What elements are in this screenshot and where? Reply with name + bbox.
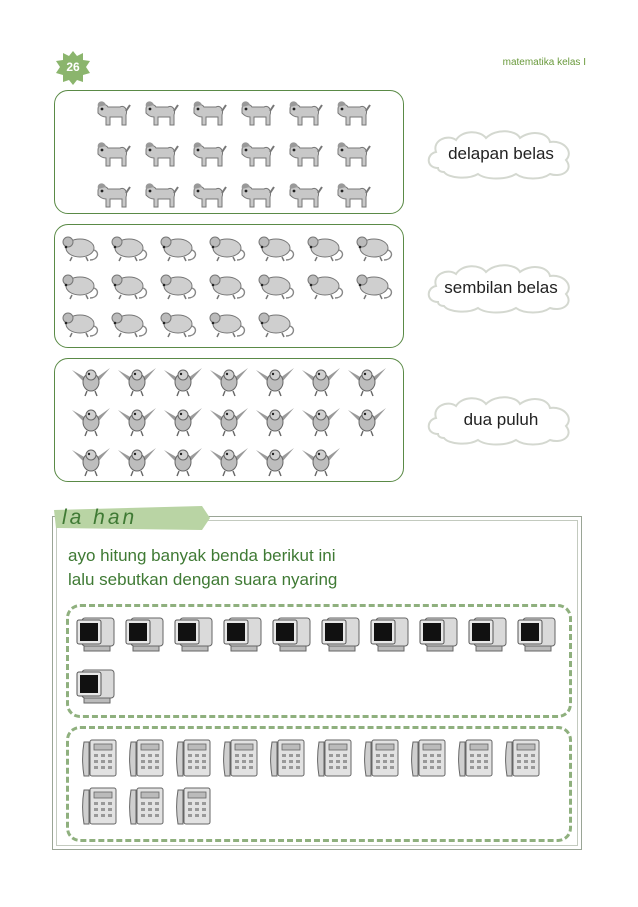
dog-icon — [186, 136, 228, 172]
telephone-icon — [174, 736, 214, 780]
dog-icon — [90, 177, 132, 213]
mouse-icon — [303, 266, 345, 302]
dog-icon — [90, 136, 132, 172]
monitor-icon — [515, 614, 559, 654]
telephone-icon — [80, 736, 120, 780]
telephone-icon — [221, 736, 261, 780]
monitor-icon — [319, 614, 363, 654]
monitor-icon — [172, 614, 216, 654]
dog-icon — [186, 95, 228, 131]
mouse-icon — [254, 304, 296, 340]
bird-icon — [346, 402, 388, 438]
mouse-icon — [303, 228, 345, 264]
monitor-icon — [417, 614, 461, 654]
dog-icon — [186, 177, 228, 213]
bird-icon — [208, 402, 250, 438]
bird-icon — [116, 362, 158, 398]
bird-icon — [116, 442, 158, 478]
bird-icon — [162, 402, 204, 438]
dog-icon — [282, 136, 324, 172]
dog-icon — [282, 95, 324, 131]
telephone-icon — [127, 784, 167, 828]
page-number-badge — [55, 50, 91, 86]
bird-icon — [300, 402, 342, 438]
telephone-icon — [362, 736, 402, 780]
mouse-icon — [254, 228, 296, 264]
telephone-icon — [80, 784, 120, 828]
mouse-icon — [107, 304, 149, 340]
telephone-icon — [456, 736, 496, 780]
dog-icon — [138, 177, 180, 213]
mouse-icon — [107, 266, 149, 302]
bird-icon — [70, 362, 112, 398]
mouse-icon — [352, 228, 394, 264]
monitor-icon — [270, 614, 314, 654]
bird-icon — [346, 362, 388, 398]
mouse-icon — [156, 228, 198, 264]
telephone-icon — [409, 736, 449, 780]
number-word-label: dua puluh — [463, 410, 539, 429]
mouse-icon — [205, 228, 247, 264]
running-title: matematika kelas I — [502, 57, 586, 68]
instruction-line: lalu sebutkan dengan suara nyaring — [68, 570, 338, 589]
telephone-icon — [127, 736, 167, 780]
telephone-icon — [503, 736, 543, 780]
bird-icon — [70, 442, 112, 478]
dog-icon — [138, 136, 180, 172]
telephone-icon — [268, 736, 308, 780]
mouse-icon — [156, 266, 198, 302]
bird-icon — [300, 362, 342, 398]
monitor-icon — [368, 614, 412, 654]
dog-icon — [330, 177, 372, 213]
dog-icon — [234, 136, 276, 172]
number-word-cloud — [424, 262, 578, 314]
dog-icon — [90, 95, 132, 131]
dog-icon — [234, 95, 276, 131]
bird-icon — [116, 402, 158, 438]
bird-icon — [70, 402, 112, 438]
exercise-title: la han — [62, 506, 138, 529]
mouse-icon — [205, 266, 247, 302]
bird-icon — [208, 362, 250, 398]
number-word-cloud — [424, 128, 578, 180]
dog-icon — [282, 177, 324, 213]
dog-icon — [330, 136, 372, 172]
mouse-icon — [58, 266, 100, 302]
mouse-icon — [205, 304, 247, 340]
bird-icon — [300, 442, 342, 478]
monitor-icon — [221, 614, 265, 654]
telephone-icon — [315, 736, 355, 780]
page-number: 26 — [66, 60, 80, 74]
exercise-title-tab — [52, 504, 212, 532]
mouse-icon — [156, 304, 198, 340]
mouse-icon — [107, 228, 149, 264]
bird-icon — [208, 442, 250, 478]
monitor-icon — [74, 666, 118, 706]
monitor-icon — [123, 614, 167, 654]
bird-icon — [162, 442, 204, 478]
mouse-icon — [58, 304, 100, 340]
bird-icon — [254, 362, 296, 398]
dog-icon — [138, 95, 180, 131]
bird-icon — [254, 402, 296, 438]
instruction-line: ayo hitung banyak benda berikut ini — [68, 546, 336, 565]
bird-icon — [162, 362, 204, 398]
number-word-cloud — [424, 394, 578, 446]
mouse-icon — [254, 266, 296, 302]
exercise-instructions — [68, 544, 337, 592]
bird-icon — [254, 442, 296, 478]
monitor-icon — [74, 614, 118, 654]
monitor-icon — [466, 614, 510, 654]
dog-icon — [330, 95, 372, 131]
number-word-label: delapan belas — [448, 144, 554, 163]
telephone-icon — [174, 784, 214, 828]
number-word-label: sembilan belas — [444, 278, 558, 297]
mouse-icon — [58, 228, 100, 264]
dog-icon — [234, 177, 276, 213]
mouse-icon — [352, 266, 394, 302]
